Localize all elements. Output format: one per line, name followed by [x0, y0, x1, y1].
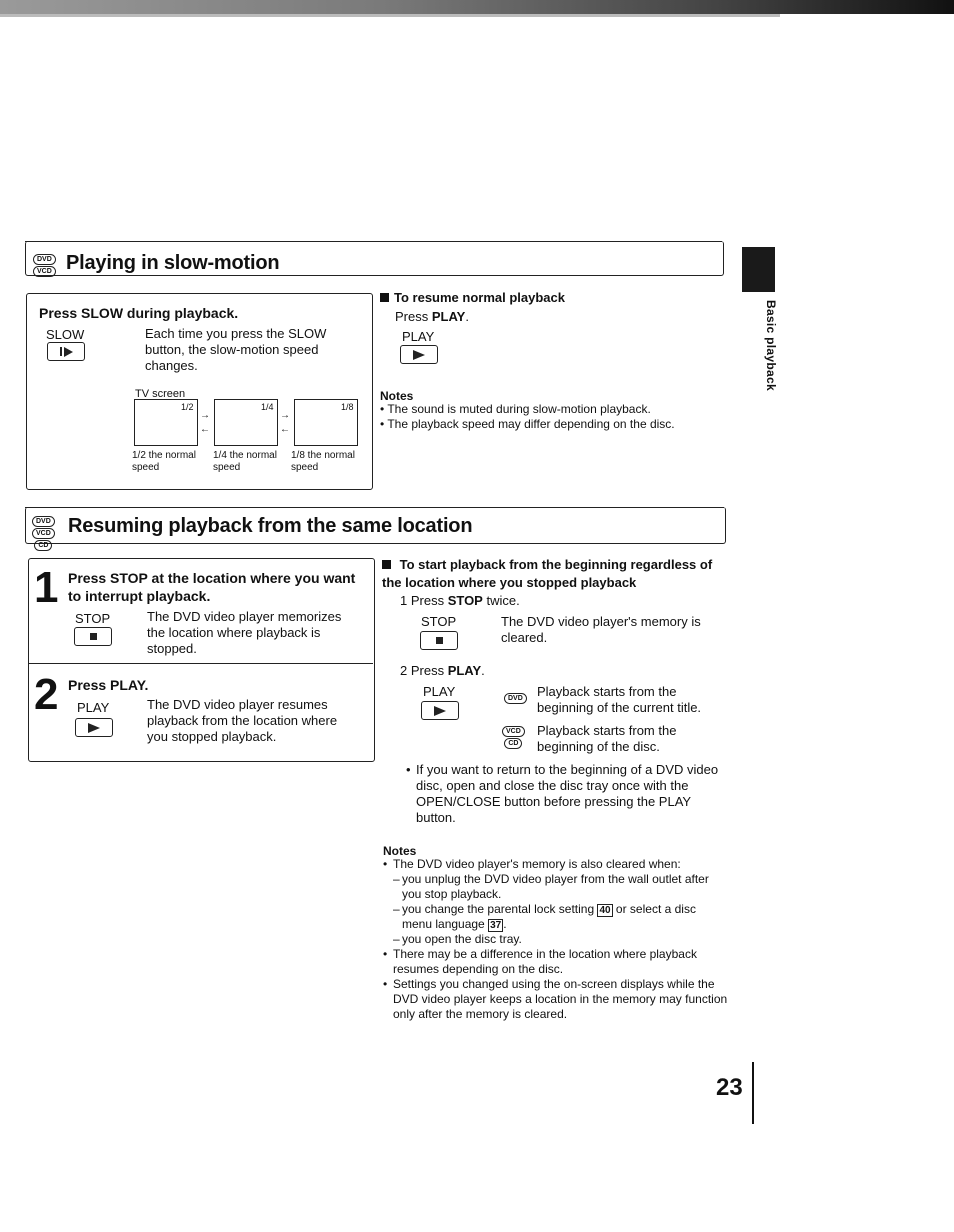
notes2-dash-text-1: you unplug the DVD video player from the wall outlet after you stop playback.	[402, 872, 709, 901]
restart-step2-prefix: 2 Press	[400, 663, 448, 678]
notes2-dash-3	[383, 932, 728, 947]
section1-title-rule	[25, 241, 722, 242]
slow-key-label: SLOW	[46, 327, 85, 342]
step1-number: 1	[34, 563, 59, 612]
notes2-dash-text-3: you open the disc tray.	[402, 932, 522, 946]
notes2-dash2-b: or select a disc menu language	[402, 902, 696, 931]
vcd-cd-row-icons	[502, 726, 525, 749]
notes2-list	[383, 857, 728, 1022]
notes2-dash2-a: you change the parental lock setting	[402, 902, 598, 916]
play-icon	[434, 706, 446, 716]
restart-stop-button	[420, 631, 458, 650]
side-tab-marker	[742, 247, 775, 292]
restart-step2	[400, 663, 485, 679]
notes2-dash2-c: .	[503, 917, 507, 931]
return-bullet-text: If you want to return to the beginning of a DVD video disc, open and close the disc tray once with the OPEN/CLOSE button before pressing the PLAY button.	[416, 762, 719, 825]
side-tab-label: Basic playback	[764, 300, 778, 391]
restart-heading	[382, 556, 727, 592]
page-ref-37: 37	[490, 920, 502, 931]
stop-icon	[436, 637, 443, 644]
restart-stop-desc: The DVD video player's memory is cleared.	[501, 614, 701, 645]
arrow-right-1: →	[200, 410, 210, 421]
vcd-cd-row-desc: Playback starts from the beginning of the disc.	[537, 723, 677, 754]
restart-play-button	[421, 701, 459, 720]
restart-step1-key: STOP	[447, 593, 483, 608]
slow-description: Each time you press the SLOW button, the slow-motion speed changes.	[145, 326, 327, 373]
resume-heading: To resume normal playback	[380, 290, 565, 305]
restart-step2-key: PLAY	[447, 663, 482, 678]
notes1-item-1: • The sound is muted during slow-motion playback.	[380, 402, 651, 416]
step1-key-label: STOP	[75, 611, 111, 626]
cd-disc-icon: CD	[504, 738, 522, 749]
dvd-disc-icon: DVD	[32, 516, 55, 527]
notes1-item-2: • The playback speed may differ depending on the disc.	[380, 417, 675, 431]
step2-key-label: PLAY	[77, 700, 110, 715]
resume-press-key: PLAY	[431, 309, 466, 324]
dvd-row-desc: Playback starts from the beginning of the current title.	[537, 684, 702, 715]
steps-divider	[28, 663, 373, 664]
arrow-left-2: ←	[280, 424, 290, 435]
play-icon	[413, 350, 425, 360]
resume-play-button	[400, 345, 438, 364]
slow-heading: Press SLOW during playback.	[39, 305, 239, 321]
section1-title: Playing in slow-motion	[66, 252, 280, 274]
caption-half: 1/2 the normal speed	[132, 450, 196, 473]
resume-instruction	[395, 309, 469, 325]
vcd-disc-icon: VCD	[32, 528, 55, 539]
section1-disc-icons	[33, 254, 56, 277]
tv-screen-label: TV screen	[135, 388, 186, 400]
restart-step1-suffix: twice.	[482, 593, 520, 608]
caption-quarter: 1/4 the normal speed	[213, 450, 277, 473]
notes2-title: Notes	[383, 844, 417, 858]
fraction-half: 1/2	[181, 402, 194, 412]
notes2-item-1	[383, 857, 728, 872]
page-number: 23	[716, 1074, 743, 1101]
section2-title: Resuming playback from the same location	[68, 515, 473, 537]
step2-description: The DVD video player resumes playback from the location where you stopped playback.	[147, 697, 338, 744]
section2-disc-icons	[32, 516, 55, 551]
step1-heading: Press STOP at the location where you want to interrupt playback.	[68, 570, 356, 604]
restart-heading-text: To start playback from the beginning regardless of the location where you stopped playback	[382, 557, 713, 590]
step2-number: 2	[34, 670, 59, 719]
notes2-item-3	[383, 977, 728, 1022]
dvd-disc-icon: DVD	[504, 693, 527, 704]
notes2-text-1: The DVD video player's memory is also cleared when:	[393, 857, 681, 871]
arrow-left-1: ←	[200, 424, 210, 435]
step2-heading: Press PLAY.	[68, 677, 149, 693]
notes2-item-2	[383, 947, 728, 977]
restart-play-label: PLAY	[423, 684, 456, 699]
caption-eighth: 1/8 the normal speed	[291, 450, 355, 473]
bullet-dot: •	[383, 947, 388, 961]
bullet-dot: •	[383, 977, 388, 991]
fraction-eighth: 1/8	[341, 402, 354, 412]
restart-step1	[400, 593, 520, 609]
page-ref-40: 40	[599, 905, 611, 916]
restart-step2-suffix: .	[481, 663, 485, 678]
top-band-shadow	[0, 14, 780, 17]
arrow-right-2: →	[280, 410, 290, 421]
notes1-text-1: The sound is muted during slow-motion playback.	[387, 402, 651, 416]
restart-stop-label: STOP	[421, 614, 457, 629]
resume-press-suffix: .	[465, 309, 469, 324]
dash-mark: –	[393, 872, 400, 886]
cd-disc-icon: CD	[34, 540, 52, 551]
notes2-text-2: There may be a difference in the location where playback resumes depending on the disc.	[393, 947, 697, 976]
notes2-text-3: Settings you changed using the on-screen displays while the DVD video player keeps a location in the memory may function only after the memory is cleared.	[393, 977, 728, 1021]
resume-key-label: PLAY	[402, 329, 435, 344]
notes1-title: Notes	[380, 389, 414, 403]
notes2-dash-1	[383, 872, 728, 902]
step1-description: The DVD video player memorizes the location where playback is stopped.	[147, 609, 342, 656]
play-icon	[88, 723, 100, 733]
bullet-dot: •	[383, 857, 388, 871]
notes2-dash-2	[383, 902, 728, 932]
vcd-disc-icon: VCD	[33, 266, 56, 277]
page-number-rule	[752, 1062, 754, 1124]
notes1-text-2: The playback speed may differ depending on the disc.	[387, 417, 675, 431]
dash-mark: –	[393, 932, 400, 946]
fraction-quarter: 1/4	[261, 402, 274, 412]
step2-play-button	[75, 718, 113, 737]
restart-step1-prefix: 1 Press	[400, 593, 448, 608]
dvd-row-icon	[504, 687, 527, 705]
vcd-disc-icon: VCD	[502, 726, 525, 737]
dvd-disc-icon: DVD	[33, 254, 56, 265]
step1-stop-button	[74, 627, 112, 646]
resume-press-prefix: Press	[395, 309, 432, 324]
bullet-dot: •	[406, 762, 411, 777]
dash-mark: –	[393, 902, 400, 916]
return-bullet	[406, 762, 726, 826]
section2-title-rule	[25, 507, 724, 508]
slow-icon	[60, 347, 73, 357]
stop-icon	[90, 633, 97, 640]
top-band	[0, 0, 954, 14]
slow-button	[47, 342, 85, 361]
